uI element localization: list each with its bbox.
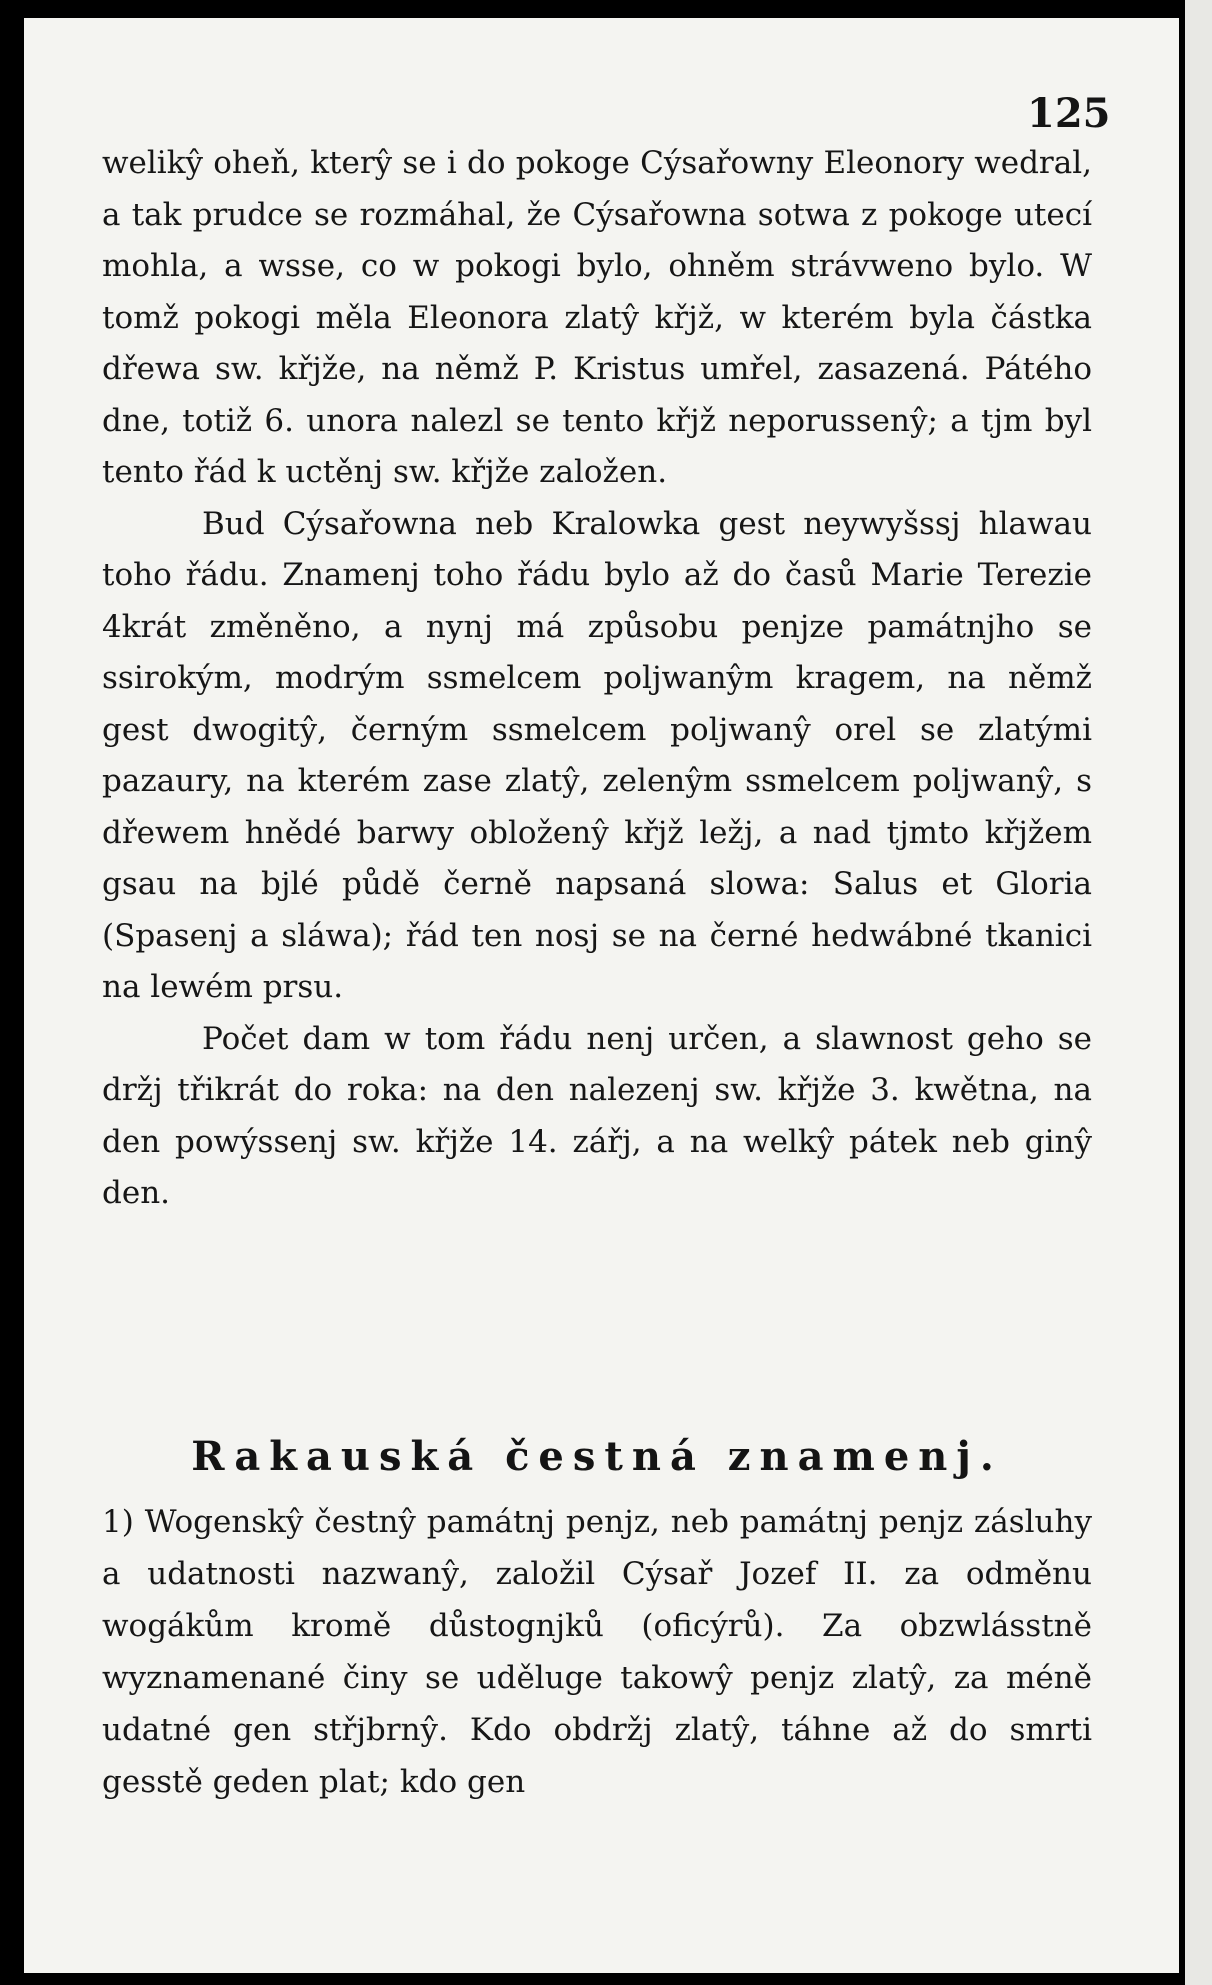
- adjacent-page-edge: [1185, 0, 1212, 1985]
- list-item-text: 1) Wogenskŷ čestnŷ památnj penjz, neb památnj penjz zásluhy a udatnosti nazwanŷ, založil Cýsař Jozef II. za odměnu wogákům kromě důstognjků (oficýrů). Za obzwlásstně wyznamenané činy se uděluge takowŷ penjz zlatŷ, za méně udatné gen střjbrnŷ. Kdo obdržj zlatŷ, táhne až do smrti gesstě geden plat; kdo gen: [102, 1504, 1092, 1800]
- body-text: [102, 138, 1092, 1220]
- paragraph: Počet dam w tom řádu nenj určen, a slawnost geho se držj třikrát do roka: na den nalezenj sw. křjže 3. kwětna, na den powýssenj sw. křjže 14. zářj, a na welkŷ pátek neb ginŷ den.: [102, 1020, 1092, 1211]
- page-number: 125: [1027, 90, 1111, 137]
- paragraph: Bud Cýsařowna neb Kralowka gest neywyšssj hlawau toho řádu. Znamenj toho řádu bylo až do časů Marie Terezie 4krát změněno, a nynj má způsobu penjze památnjho se ssirokým, modrým ssmelcem poljwanŷm kragem, na němž gest dwogitŷ, černým ssmelcem poljwanŷ orel se zlatými pazaury, na kterém zase zlatŷ, zelenŷm ssmelcem poljwanŷ, s dřewem hnědé barwy obloženŷ křjž ležj, a nad tjmto křjžem gsau na bjlé půdě černě napsaná slowa: Salus et Gloria (Spasenj a sláwa); řád ten nosj se na černé hedwábné tkanici na lewém prsu.: [102, 505, 1092, 1005]
- book-page: [24, 18, 1179, 1973]
- paragraph: welikŷ oheň, kterŷ se i do pokoge Cýsařowny Eleonory wedral, a tak prudce se rozmáhal, že Cýsařowna sotwa z pokoge utecí mohla, a wsse, co w pokogi bylo, ohněm strávweno bylo. W tomž pokogi měla Eleonora zlatŷ křjž, w kterém byla částka dřewa sw. křjže, na němž P. Kristus umřel, zasazená. Pátého dne, totiž 6. unora nalezl se tento křjž neporussenŷ; a tjm byl tento řád k uctěnj sw. křjže založen.: [102, 145, 1092, 490]
- list-item: [102, 1496, 1092, 1808]
- section-heading: Rakauská čestná znamenj.: [191, 1433, 1003, 1480]
